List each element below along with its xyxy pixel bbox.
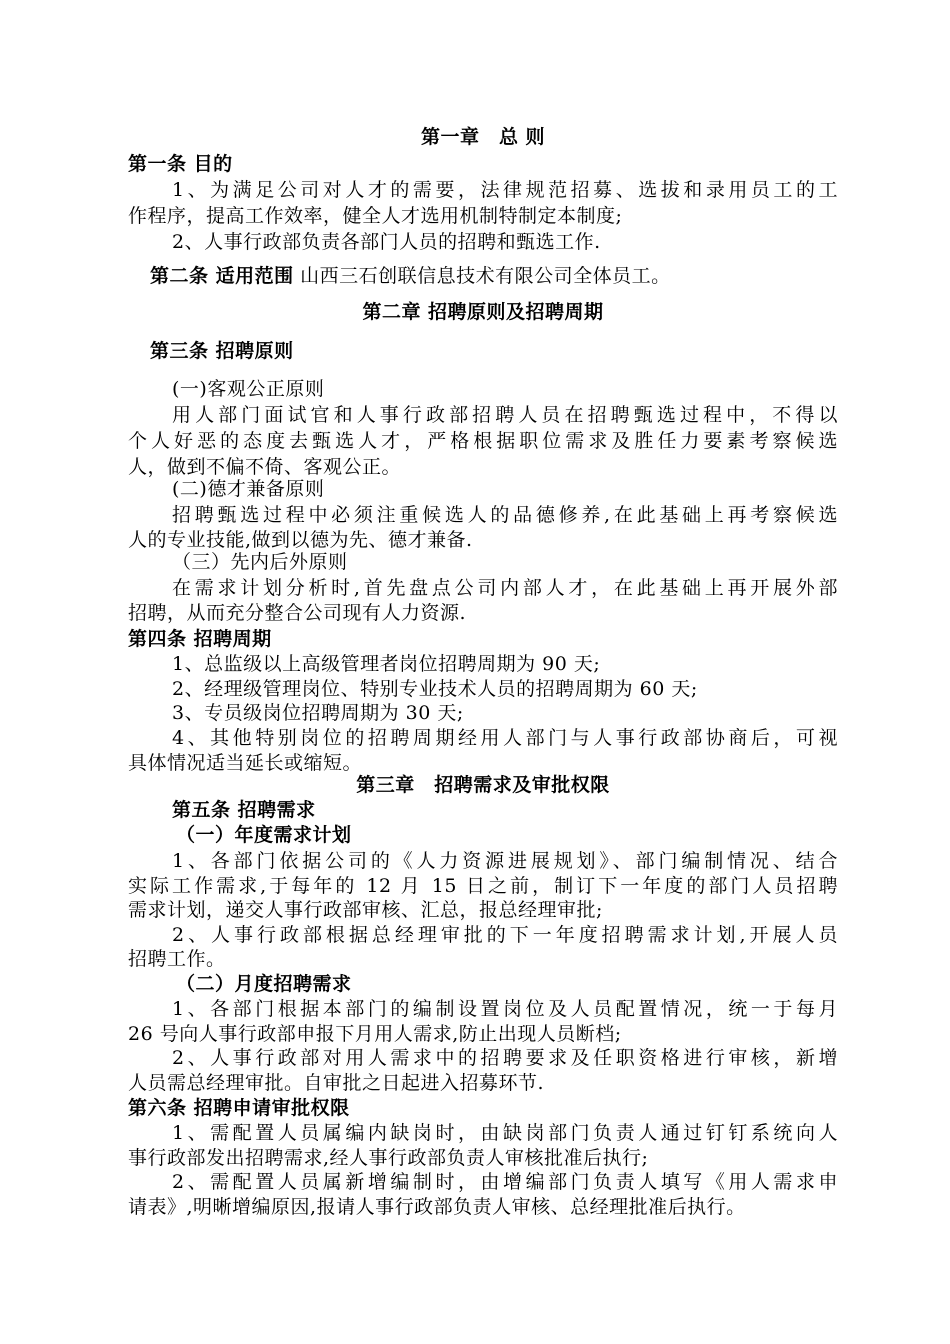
paragraph-line: 事行政部发出招聘需求,经人事行政部负责人审核批准后执行; [128,1147,649,1169]
article-1-title: 第一条 目的 [128,153,233,175]
article-4-title: 第四条 招聘周期 [128,628,272,650]
article-3-title: 第三条 招聘原则 [150,340,294,362]
chapter-3-title: 第三章 招聘需求及审批权限 [356,774,610,796]
paragraph-line: 人，做到不偏不倚、客观公正。 [128,456,402,478]
article-2-text: 山西三石创联信息技术有限公司全体员工。 [300,265,671,287]
paragraph-line: 招聘甄选过程中必须注重候选人的品德修养,在此基础上再考察候选 [172,504,838,526]
article-2-title: 第二条 适用范围 [150,265,294,287]
principle-3-title: （三）先内后外原则 [172,551,348,573]
list-item: 1、各部门根据本部门的编制设置岗位及人员配置情况，统一于每月 [172,998,838,1020]
article-2 [150,263,838,289]
paragraph-line: 招聘，从而充分整合公司现有人力资源. [128,602,467,624]
paragraph-line: 1、为满足公司对人才的需要，法律规范招募、选拔和录用员工的工 [172,179,838,201]
list-item: 4、其他特别岗位的招聘周期经用人部门与人事行政部协商后，可视 [172,727,838,749]
list-item: 1、各部门依据公司的《人力资源进展规划》、部门编制情况、结合 [172,850,838,872]
paragraph-line: 在需求计划分析时,首先盘点公司内部人才，在此基础上再开展外部 [172,577,838,599]
chapter-1-title: 第一章 总 则 [420,126,546,148]
list-item: 3、专员级岗位招聘周期为 30 天; [172,702,464,724]
paragraph-line: 26 号向人事行政部申报下月用人需求,防止出现人员断档; [128,1023,622,1045]
list-item: 2、人事行政部对用人需求中的招聘要求及任职资格进行审核，新增 [172,1047,838,1069]
principle-1-title: (一)客观公正原则 [172,378,325,400]
paragraph-line: 招聘工作。 [128,948,226,970]
paragraph-line: 实际工作需求,于每年的 12 月 15 日之前，制订下一年度的部门人员招聘 [128,875,838,897]
paragraph-line: 人员需总经理审批。自审批之日起进入招募环节. [128,1072,545,1094]
principle-2-title: (二)德才兼备原则 [172,478,325,500]
paragraph-line: 用人部门面试官和人事行政部招聘人员在招聘甄选过程中，不得以 [172,404,838,426]
list-item: 1、总监级以上高级管理者岗位招聘周期为 90 天; [172,653,601,675]
paragraph-line: 2、人事行政部负责各部门人员的招聘和甄选工作. [172,231,601,253]
paragraph-line: 请表》,明晰增编原因,报请人事行政部负责人审核、总经理批准后执行。 [128,1196,746,1218]
paragraph-line: 人的专业技能,做到以德为先、德才兼备. [128,529,473,551]
section-2-title: （二）月度招聘需求 [176,973,352,995]
list-item: 2、经理级管理岗位、特别专业技术人员的招聘周期为 60 天; [172,678,698,700]
paragraph-line: 作程序，提高工作效率，健全人才选用机制特制定本制度; [128,205,623,227]
article-5-title: 第五条 招聘需求 [172,799,316,821]
paragraph-line: 具体情况适当延长或缩短。 [128,752,363,774]
list-item: 1、需配置人员属编内缺岗时，由缺岗部门负责人通过钉钉系统向人 [172,1122,838,1144]
list-item: 2、需配置人员属新增编制时，由增编部门负责人填写《用人需求申 [172,1171,838,1193]
paragraph-line: 个人好恶的态度去甄选人才，严格根据职位需求及胜任力要素考察候选 [128,430,838,452]
list-item: 2、人事行政部根据总经理审批的下一年度招聘需求计划,开展人员 [172,924,838,946]
article-6-title: 第六条 招聘申请审批权限 [128,1097,350,1119]
section-1-title: （一）年度需求计划 [176,824,352,846]
paragraph-line: 需求计划，递交人事行政部审核、汇总，报总经理审批; [128,899,603,921]
chapter-2-title: 第二章 招聘原则及招聘周期 [362,301,604,323]
